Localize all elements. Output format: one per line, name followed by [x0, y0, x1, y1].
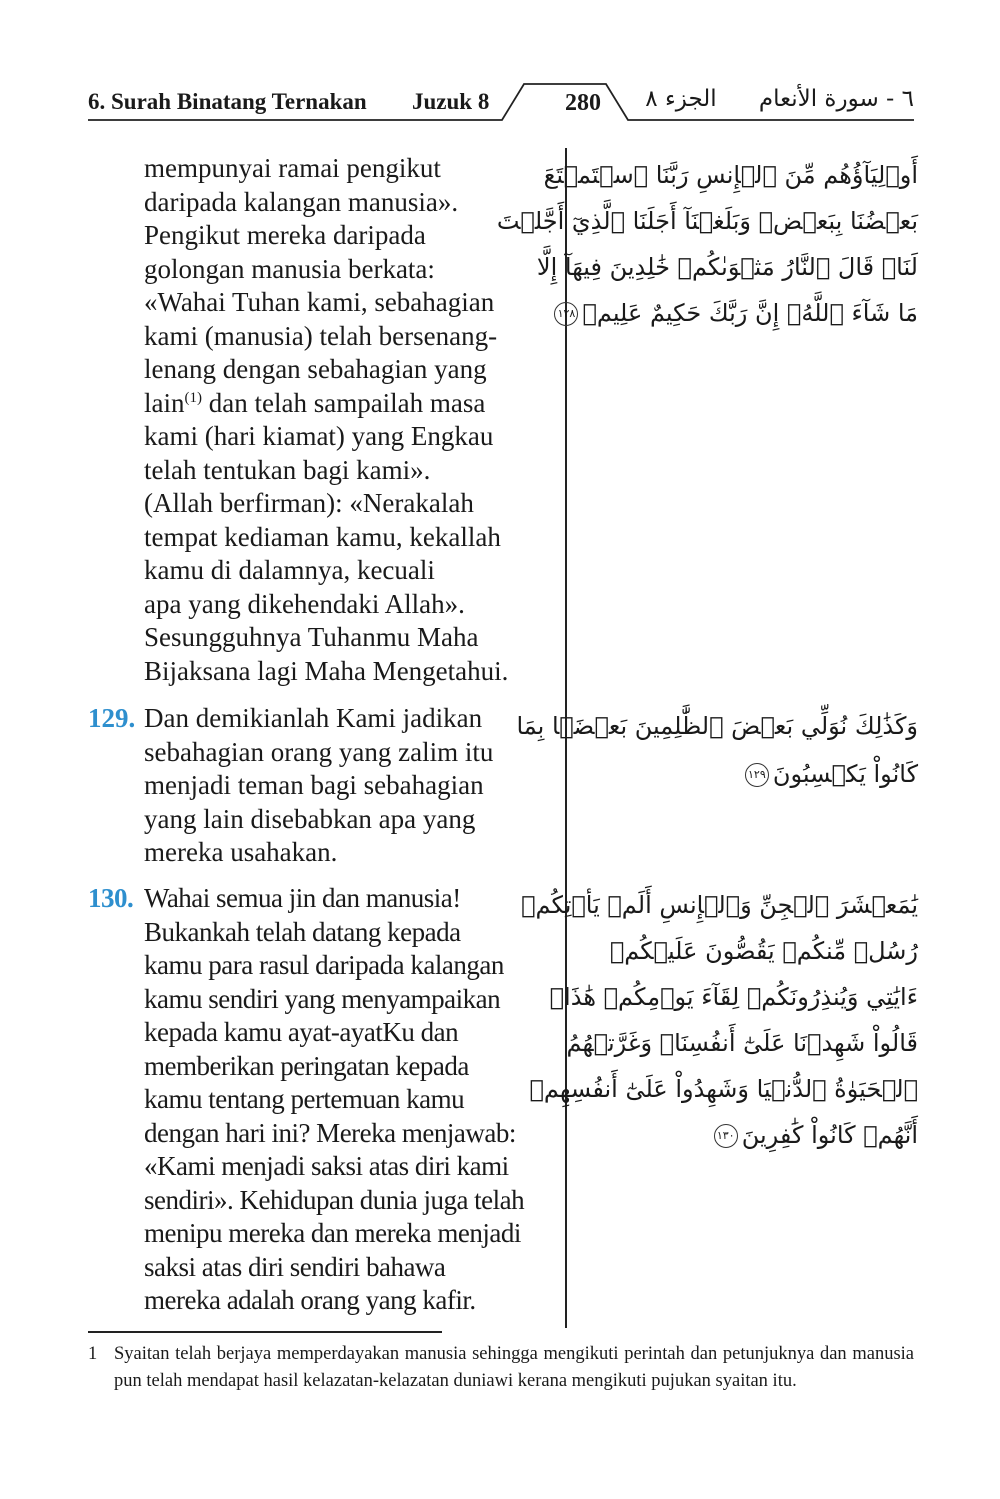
arabic-line-end	[600, 1112, 918, 1158]
arabic-line: ءَايَٰتِي وَيُنذِرُونَكُمۡ لِقَآءَ يَوۡمِكُمۡ هَٰذَاۚ	[549, 983, 918, 1011]
translation-intro	[88, 152, 558, 688]
text-line: menjadi teman bagi sebahagian	[144, 770, 484, 800]
text-line: kamu sendiri yang menyampaikan	[144, 983, 501, 1014]
text-line: kami (manusia) telah bersenang-	[144, 320, 498, 351]
text-line: mempunyai ramai pengikut	[144, 153, 441, 183]
text-line: mereka usahakan.	[144, 837, 338, 867]
text-line: Pengikut mereka daripada	[144, 220, 426, 250]
text-line: apa yang dikehendaki Allah».	[144, 588, 465, 619]
arabic-verse-130	[521, 882, 918, 1158]
text-line: Wahai semua jin dan manusia!	[144, 883, 461, 913]
arabic-text: أَنَّهُمۡ كَانُواْ كَٰفِرِينَ	[741, 1121, 918, 1149]
text-line-with-footnote	[144, 387, 558, 421]
footnote-ref[interactable]: (1)	[184, 389, 202, 406]
arabic-verse-129	[516, 702, 918, 798]
page-header	[88, 76, 914, 126]
text-line: dengan hari ini? Mereka menjawab:	[144, 1117, 516, 1148]
text-line: kepada kamu ayat-ayatKu dan	[144, 1017, 459, 1047]
page-number: 280	[565, 90, 601, 116]
footnote-number: 1	[88, 1344, 98, 1364]
text-fragment: lain	[144, 387, 185, 418]
text-line: memberikan peringatan kepada	[144, 1050, 469, 1081]
text-line: saksi atas diri sendiri bahawa	[144, 1251, 446, 1282]
text-line: «Wahai Tuhan kami, sebahagian	[144, 287, 495, 317]
footnote-text: Syaitan telah berjaya memperdayakan manusia sehingga mengikuti perintah dan petunjuknya dan manusia pun telah mendapat hasil kelazatan-kelazatan duniawi kerana mengikuti pujukan syaitan itu.	[114, 1344, 914, 1391]
text-line: kamu para rasul daripada kalangan	[144, 950, 504, 980]
arabic-line: بَعۡضُنَا بِبَعۡضٖ وَبَلَغۡنَآ أَجَلَنَا ٱلَّذِيٓ أَجَّلۡتَ	[496, 207, 918, 235]
text-line: mereka adalah orang yang kafir.	[144, 1285, 476, 1315]
arabic-line: رُسُلٞ مِّنكُمۡ يَقُصُّونَ عَلَيۡكُمۡ	[609, 937, 918, 965]
text-line: kamu di dalamnya, kecuali	[144, 555, 435, 585]
arabic-line: يَٰمَعۡشَرَ ٱلۡجِنِّ وَٱلۡإِنسِ أَلَمۡ يَأۡتِكُمۡ	[521, 891, 918, 919]
verse-end-marker-icon: ١٢٨	[554, 302, 578, 326]
arabic-line: قَالُواْ شَهِدۡنَا عَلَىٰٓ أَنفُسِنَاۖ وَغَرَّتۡهُمُ	[566, 1029, 918, 1057]
footnote	[88, 1341, 914, 1395]
verse-end-marker-icon: ١٢٩	[745, 763, 769, 787]
arabic-text: كَانُواْ يَكۡسِبُونَ	[772, 760, 918, 788]
arabic-text: مَا شَآءَ ٱللَّهُۚ إِنَّ رَبَّكَ حَكِيمٌ عَلِيمٞ	[582, 299, 918, 327]
text-line: kamu tentang pertemuan kamu	[144, 1084, 465, 1114]
text-line: Sesungguhnya Tuhanmu Maha	[144, 622, 479, 652]
text-line: menipu mereka dan mereka menjadi	[144, 1218, 521, 1248]
text-line: tempat kediaman kamu, kekallah	[144, 521, 501, 552]
text-line: telah tentukan bagi kami».	[144, 454, 431, 485]
text-line: yang lain disebabkan apa yang	[144, 803, 476, 834]
text-line: (Allah berfirman): «Nerakalah	[144, 488, 474, 518]
translation-verse-129	[88, 702, 558, 870]
footnote-rule	[88, 1331, 442, 1333]
arabic-line: وَكَذَٰلِكَ نُوَلِّي بَعۡضَ ٱلظَّٰلِمِينَ بَعۡضَۢا بِمَا	[516, 712, 918, 740]
text-line: golongan manusia berkata:	[144, 253, 435, 284]
text-line: kami (hari kiamat) yang Engkau	[144, 421, 494, 451]
text-line: sendiri». Kehidupan dunia juga telah	[144, 1184, 525, 1215]
text-line: Bukankah telah datang kepada	[144, 916, 461, 947]
text-fragment: dan telah sampailah masa	[202, 387, 486, 418]
text-line: sebahagian orang yang zalim itu	[144, 736, 494, 767]
surah-arabic: ٦ - سورة الأنعام	[758, 86, 914, 112]
verse-number: 129.	[88, 703, 136, 733]
arabic-line-end	[600, 750, 918, 798]
verse-number: 130.	[88, 883, 134, 913]
text-line: lenang dengan sebahagian yang	[144, 354, 487, 384]
text-line: Bijaksana lagi Maha Mengetahui.	[144, 655, 509, 686]
arabic-line: ٱلۡحَيَوٰةُ ٱلدُّنۡيَا وَشَهِدُواْ عَلَىٰٓ أَنفُسِهِمۡ	[529, 1075, 918, 1103]
text-line: Dan demikianlah Kami jadikan	[144, 703, 483, 733]
verse-end-marker-icon: ١٣٠	[714, 1124, 738, 1148]
surah-title: 6. Surah Binatang Ternakan	[88, 89, 367, 114]
arabic-intro	[496, 152, 918, 336]
arabic-line: لَنَاۚ قَالَ ٱلنَّارُ مَثۡوَىٰكُمۡ خَٰلِدِينَ فِيهَآ إِلَّا	[536, 253, 918, 281]
text-line: «Kami menjadi saksi atas diri kami	[144, 1151, 509, 1181]
arabic-line: أَوۡلِيَآؤُهُم مِّنَ ٱلۡإِنسِ رَبَّنَا ٱسۡتَمۡتَعَ	[543, 161, 918, 189]
text-line: daripada kalangan manusia».	[144, 186, 459, 217]
juz-arabic: الجزء ٨	[645, 86, 717, 112]
juzuk-label: Juzuk 8	[412, 89, 490, 114]
translation-verse-130	[88, 882, 558, 1318]
arabic-line-end	[557, 290, 918, 336]
